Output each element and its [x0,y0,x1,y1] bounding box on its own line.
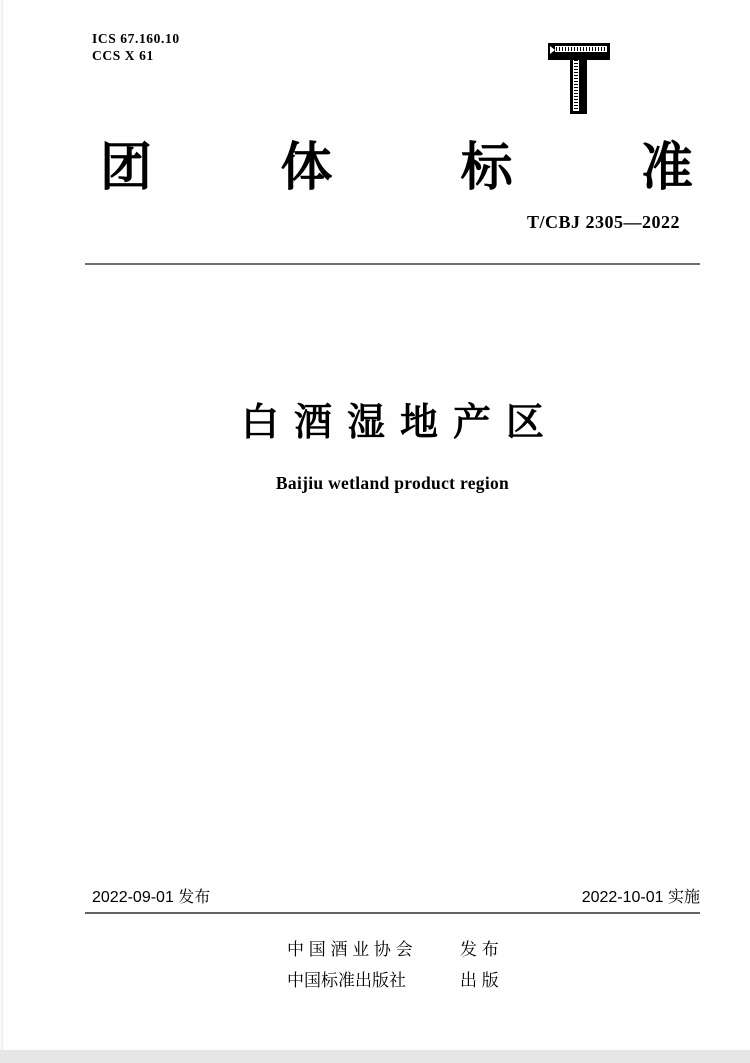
publisher-row [287,965,499,996]
t-logo-top-bar [548,43,610,60]
t-logo-stem [570,60,587,114]
banner-char: 标 [460,139,513,197]
ics-code: ICS 67.160.10 [92,31,180,46]
classification-codes [92,30,180,64]
publisher-org: 中 国 酒 业 协 会 [287,940,413,959]
publisher-action: 发 布 [460,940,499,959]
ccs-code: CCS X 61 [92,48,154,63]
group-standard-t-logo-icon [548,43,610,114]
banner-char: 准 [640,139,693,197]
footer-rule [85,912,700,914]
issue-date: 2022-09-01 发布 [92,889,211,906]
publisher-block [287,934,499,996]
document-title-english: Baijiu wetland product region [275,473,510,493]
t-logo-stem-ruler [573,60,579,111]
publisher-row [287,934,499,965]
publisher-org: 中国标准出版社 [287,971,406,990]
header-rule [85,263,700,265]
banner-char: 体 [280,139,333,197]
standard-number: T/CBJ 2305—2022 [526,212,680,232]
page-bottom-margin [0,1050,750,1063]
implementation-date: 2022-10-01 实施 [581,889,700,906]
document-title-chinese: 白酒湿地产区 [240,402,559,444]
standard-type-banner [100,140,693,196]
page-edge-line [1,0,3,1063]
banner-char: 团 [100,139,153,197]
publisher-action: 出 版 [460,971,499,990]
t-logo-top-ruler [555,46,607,52]
